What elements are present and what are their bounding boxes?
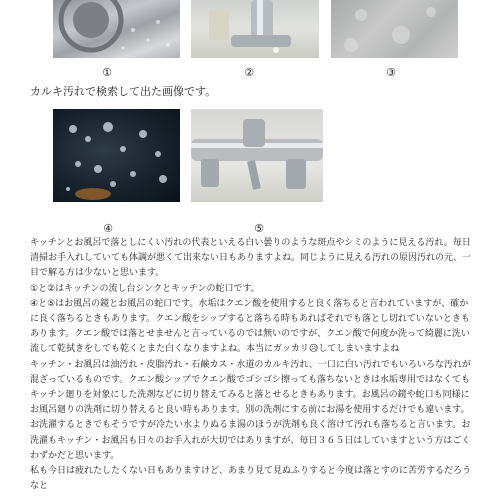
paragraph-bath: ④と⑤はお風呂の鏡とお風呂の蛇口です。水垢はクエン酸を使用すると良く落ちると言われていますが、確かに良く落ちるときもあります。クエン酸をシップすると落ちる時もあればそれでも落とし切れていないときもあります。クエン酸では落とせませんと言っているのでは無いのですが、クエン酸で何度か洗って綺麗に洗い流して乾拭きをしても乾くとまた白くなりますよね。本当にガッカリ😥してしまいますよね [30,298,470,355]
image-caption: カルキ汚れで検索して出た画像です。 [30,85,217,98]
faucet-photo [191,0,319,58]
paragraph-intro: キッチンとお風呂で落としにくい汚れの代表といえる白い曇りのような斑点やシミのように見える汚れ。毎日清掃お手入れしていても体調が悪くて出来ない日もありますよね。同じように見える汚れの原因汚れの元、一目で解る方は少ないと思います。 [30,238,472,279]
article-body [30,236,476,494]
paragraph-mixed-dirt: キッチン・お風呂は油汚れ・皮脂汚れ・石鹸カス・水道のカルキ汚れ、一口に白い汚れでもいろいろな汚れが混ざっているものです。クエン酸シップでクエン酸でゴシゴシ擦っても落ちないときは水垢専用ではなくてもキッチン廻りを対象にした洗剤などに切り替えてみると落とせるときもあります。お風呂の鏡や蛇口も同様にお風呂廻りの洗剤に切り替えると良い時もあります。別の洗剤にする前にお湯を使用するだけでも違います。お洗濯するときでもそうですが冷たい水よりぬるま湯のほうが洗剤も良く溶けて汚れも落ちると言います。お洗濯もキッチン・お風呂も日々のお手入れが大切ではありますが、毎日３６５日はしていますという方はごくわずかだと思います。 [30,359,471,461]
photo-number-5: ⑤ [254,222,264,235]
photo-number-2: ② [244,66,254,79]
photo-number-4: ④ [103,222,113,235]
surface-photo [331,0,458,58]
photo-number-1: ① [102,66,112,79]
paragraph-closing: 私も今日は疲れたしたくない日もありますけど、あまり見て見ぬふりすると今度は落とすのに苦労するだろうなと [30,466,472,492]
paragraph-kitchen: ①と②はキッチンの流し台シンクとキッチンの蛇口です。 [30,283,260,294]
photo-number-3: ③ [386,66,396,79]
sink-photo [53,0,180,58]
calcium-photo [53,109,180,202]
bath-faucet-photo [191,109,323,202]
